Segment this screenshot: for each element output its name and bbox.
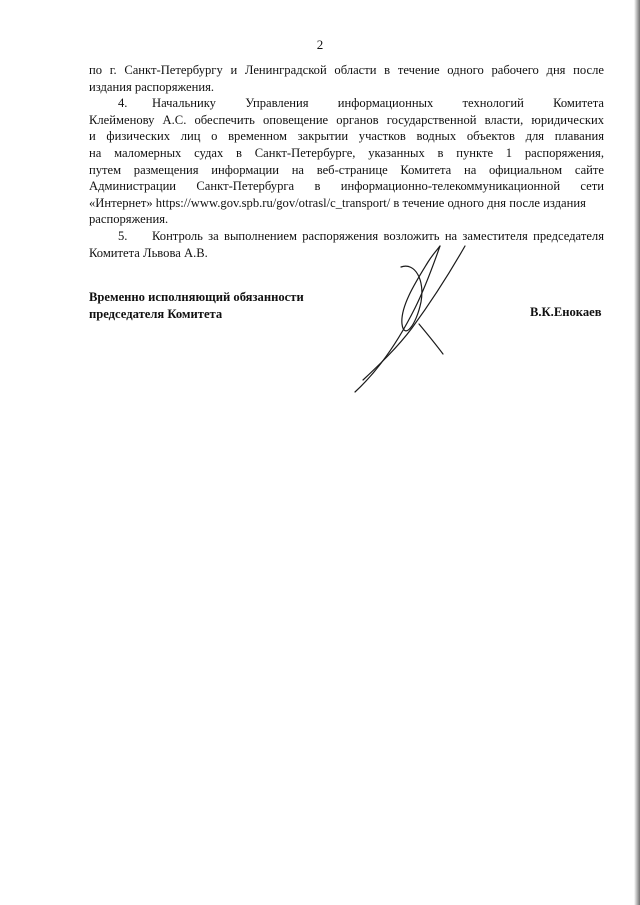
scan-edge-shadow xyxy=(634,0,640,905)
paragraph-3-line-2: издания распоряжения. xyxy=(89,79,215,94)
paragraph-3-line-1: по г. Санкт-Петербургу и Ленинградской области в течение одного рабочего дня после xyxy=(89,63,604,77)
paragraph-5-number: 5. xyxy=(118,228,128,243)
paragraph-4-number: 4. xyxy=(118,96,128,111)
paragraph-5-line-1-text: Контроль за выполнением распоряжения возложить на заместителя председателя xyxy=(152,228,604,243)
paragraph-4-line-1-text: Начальнику Управления информационных технологий Комитета xyxy=(152,96,604,111)
paragraph-4-line-6: Администрации Санкт-Петербурга в информационно-телекоммуникационной сети xyxy=(89,179,604,194)
page-number: 2 xyxy=(316,37,324,52)
signatory-title-line-1: Временно исполняющий обязанности xyxy=(89,290,304,304)
document-body xyxy=(89,62,604,261)
paragraph-4-line-7: «Интернет» https://www.gov.spb.ru/gov/otrasl/c_transport/ в течение одного дня после издания xyxy=(89,195,586,210)
paragraph-4-line-8: распоряжения. xyxy=(89,212,169,227)
handwritten-signature xyxy=(345,240,475,400)
paragraph-5-line-2: Комитета Львова А.В. xyxy=(89,245,208,260)
paragraph-4-line-3: и физических лиц о временном закрытии участков водных объектов для плавания xyxy=(89,129,604,144)
paragraph-4-line-1 xyxy=(89,95,604,112)
signatory-title-line-2: председателя Комитета xyxy=(89,306,223,321)
paragraph-4-line-4: на маломерных судах в Санкт-Петербурге, указанных в пункте 1 распоряжения, xyxy=(89,145,604,160)
signatory-name: В.К.Енокаев xyxy=(530,305,602,319)
paragraph-4-line-2: Клейменову А.С. обеспечить оповещение органов государственной власти, юридических xyxy=(89,112,604,127)
paragraph-4-line-5: путем размещения информации на веб-странице Комитета на официальном сайте xyxy=(89,162,604,177)
signatory-title xyxy=(89,289,304,322)
